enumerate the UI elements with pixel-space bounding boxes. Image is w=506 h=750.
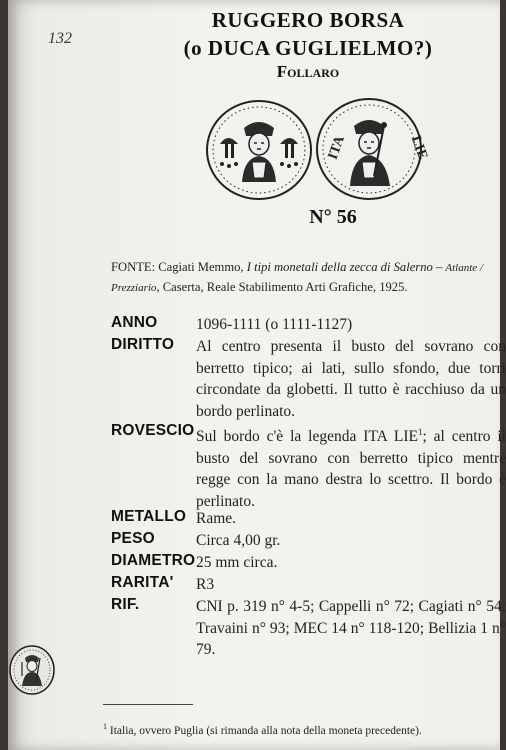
value-metallo: Rame. bbox=[196, 510, 237, 527]
source-citation bbox=[111, 258, 501, 298]
footnote bbox=[103, 722, 503, 737]
value-peso: Circa 4,00 gr. bbox=[196, 532, 281, 549]
coin-legend-right: LIE bbox=[407, 133, 431, 162]
value-rif: CNI p. 319 n° 4-5; Cappelli n° 72; Cagiati n° 54; Travaini n° 93; MEC 14 n° 118-120; Bellizia 1 n° 79. bbox=[196, 598, 506, 658]
label-diritto: DIRITTO bbox=[111, 336, 175, 353]
value-rovescio bbox=[196, 422, 506, 512]
value-rovescio-a: Sul bordo c'è la legenda ITA LIE bbox=[196, 428, 418, 446]
coin-legend-left: ITA bbox=[325, 134, 348, 162]
source-prefix: FONTE: Cagiati Memmo, bbox=[111, 260, 247, 274]
value-anno: 1096-1111 (o 1111-1127) bbox=[196, 316, 353, 333]
footnote-text: Italia, ovvero Puglia (si rimanda alla nota della moneta precedente). bbox=[107, 724, 422, 737]
catalog-number: N° 56 bbox=[309, 206, 357, 228]
coin-reverse-drawing bbox=[314, 96, 431, 202]
source-title-small: Atlante / Prezziario bbox=[111, 262, 483, 294]
coin-title-alt: (o DUCA GUGLIELMO?) bbox=[183, 36, 433, 60]
label-rovescio: ROVESCIO bbox=[111, 422, 195, 439]
value-diametro: 25 mm circa. bbox=[196, 554, 278, 571]
value-diritto: Al centro presenta il busto del sovrano con berretto tipico; ai lati, sullo sfondo, due torri circondate da globetti. Il tutto è racchiuso da un bordo perlinato. bbox=[196, 338, 506, 420]
footnote-divider bbox=[103, 704, 193, 705]
footnote-mark: 1 bbox=[103, 722, 107, 731]
book-page bbox=[8, 0, 506, 750]
coin-type: Follaro bbox=[276, 62, 340, 81]
value-rarita: R3 bbox=[196, 576, 215, 593]
coin-title: RUGGERO BORSA bbox=[211, 8, 405, 32]
label-diametro: DIAMETRO bbox=[111, 552, 196, 569]
label-rarita: RARITA' bbox=[111, 574, 174, 591]
label-anno: ANNO bbox=[111, 314, 158, 331]
footnote-reference: 1 bbox=[417, 427, 423, 437]
label-peso: PESO bbox=[111, 530, 155, 547]
label-metallo: METALLO bbox=[111, 508, 187, 525]
source-suffix: , Caserta, Reale Stabilimento Arti Grafiche, 1925. bbox=[156, 280, 408, 294]
coin-obverse-drawing bbox=[204, 98, 314, 202]
label-rif: RIF. bbox=[111, 596, 140, 613]
source-title: I tipi monetali della zecca di Salerno – bbox=[246, 260, 446, 274]
corner-coin-emblem bbox=[8, 644, 56, 696]
value-rovescio-b: ; al centro il busto del sovrano con berretto tipico mentre regge con la mano destra lo scettro. Il bordo è perlinato. bbox=[196, 428, 506, 510]
page-number: 132 bbox=[48, 30, 72, 47]
